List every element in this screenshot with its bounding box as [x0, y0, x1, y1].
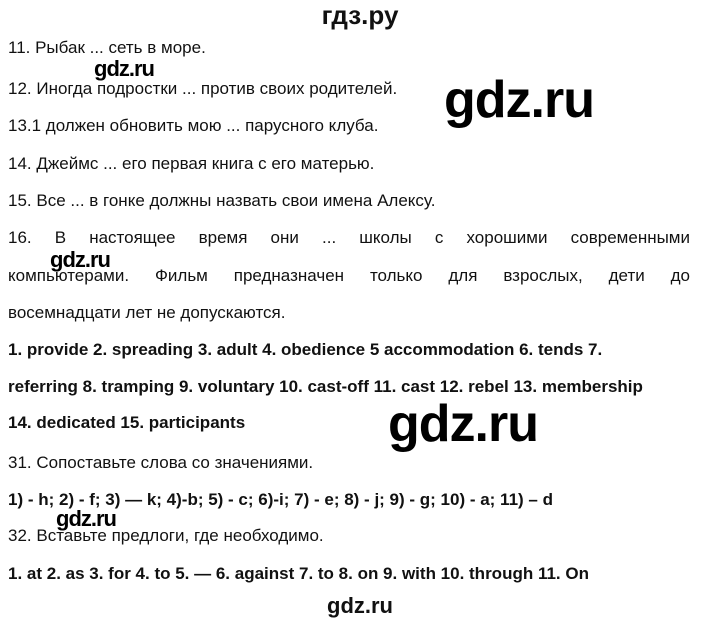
sentence-16-line-1: 16. В настоящее время они ... школы с хорошими современными: [8, 228, 690, 247]
answers-line-3: 14. dedicated 15. participants: [8, 413, 246, 432]
site-footer: gdz.ru: [327, 593, 393, 618]
watermark-big: gdz.ru: [444, 71, 594, 129]
sentence-13: 13.1 должен обновить мою ... парусного клуба.: [8, 116, 379, 135]
site-header: гдз.ру: [321, 0, 399, 30]
sentence-15: 15. Все ... в гонке должны назвать свои имена Алексу.: [8, 191, 436, 210]
sentence-16-line-3: восемнадцати лет не допускаются.: [8, 303, 286, 322]
watermark-small: gdz.ru: [50, 247, 110, 272]
task-32-title: 32. Вставьте предлоги, где необходимо.: [8, 526, 324, 545]
answers-line-1: 1. provide 2. spreading 3. adult 4. obedience 5 accommodation 6. tends 7.: [8, 340, 603, 359]
sentence-14: 14. Джеймс ... его первая книга с его матерью.: [8, 154, 375, 173]
task-32-answer: 1. at 2. as 3. for 4. to 5. — 6. against 7. to 8. on 9. with 10. through 11. On: [8, 564, 589, 583]
watermark-small: gdz.ru: [56, 506, 116, 531]
task-31-title: 31. Сопоставьте слова со значениями.: [8, 453, 314, 472]
sentence-16-line-2: компьютерами. Фильм предназначен только для взрослых, дети до: [8, 266, 690, 285]
watermark-small: gdz.ru: [94, 56, 154, 81]
watermark-big: gdz.ru: [388, 395, 538, 453]
answers-line-2: referring 8. tramping 9. voluntary 10. cast-off 11. cast 12. rebel 13. membership: [8, 377, 643, 396]
task-31-answer: 1) - h; 2) - f; 3) — k; 4)-b; 5) - c; 6)-i; 7) - e; 8) - j; 9) - g; 10) - a; 11) – d: [8, 490, 553, 509]
sentence-11: 11. Рыбак ... сеть в море.: [8, 38, 206, 57]
sentence-12: 12. Иногда подростки ... против своих родителей.: [8, 79, 398, 98]
